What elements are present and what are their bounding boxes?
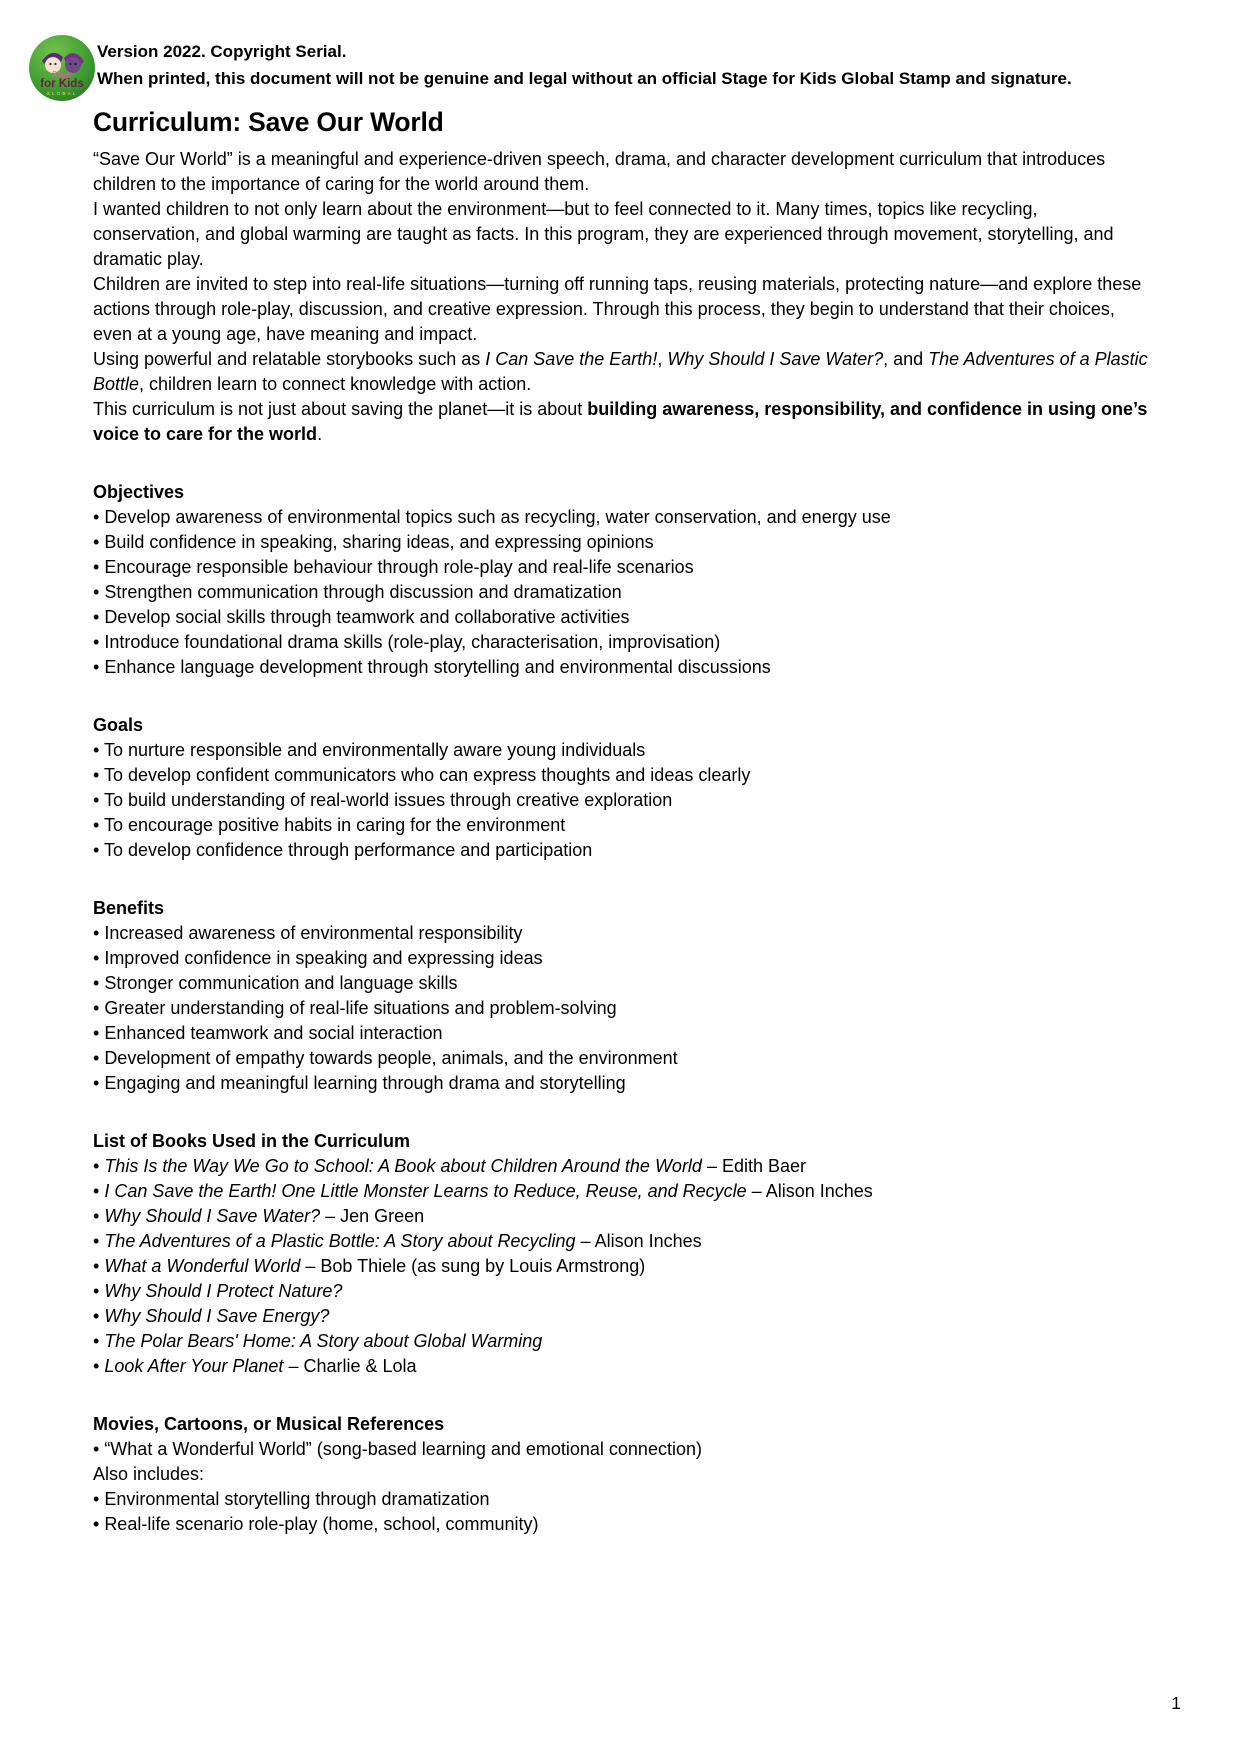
book-item xyxy=(93,1329,1149,1354)
book-author: – Alison Inches xyxy=(575,1231,702,1251)
benefit-item: • Improved confidence in speaking and expressing ideas xyxy=(93,946,1149,971)
book-author: – Charlie & Lola xyxy=(283,1356,417,1376)
goals-section xyxy=(93,713,1149,863)
book-title: The Polar Bears' Home: A Story about Global Warming xyxy=(104,1331,543,1351)
document-header xyxy=(28,34,1072,102)
book-title: What a Wonderful World xyxy=(104,1256,301,1276)
benefit-item: • Stronger communication and language skills xyxy=(93,971,1149,996)
book-title-inline: The Adventures of a Plastic Bottle xyxy=(93,349,1148,394)
books-list xyxy=(93,1154,1149,1379)
book-author: – Edith Baer xyxy=(701,1156,807,1176)
book-item xyxy=(93,1154,1149,1179)
goal-item: • To build understanding of real-world issues through creative exploration xyxy=(93,788,1149,813)
book-title: Why Should I Save Energy? xyxy=(104,1306,330,1326)
books-heading: List of Books Used in the Curriculum xyxy=(93,1131,411,1151)
book-title: Why Should I Save Water? xyxy=(104,1206,321,1226)
intro-paragraph-3: Children are invited to step into real-life situations—turning off running taps, reusing materials, protecting nature—and explore these actions through role-play, discussion, and creative expression. Through this process, they begin to understand that their choices, even at a young age, have meaning and impact. xyxy=(93,274,1142,344)
intro-paragraph-5: This curriculum is not just about saving the planet—it is about building awareness, responsibility, and confidence in using one’s voice to care for the world. xyxy=(93,399,1148,444)
book-item xyxy=(93,1354,1149,1379)
movie-item: • Environmental storytelling through dramatization xyxy=(93,1487,1149,1512)
intro-paragraph-1: “Save Our World” is a meaningful and experience-driven speech, drama, and character development curriculum that introduces children to the importance of caring for the world around them. xyxy=(93,149,1106,194)
objective-item: • Introduce foundational drama skills (role-play, characterisation, improvisation) xyxy=(93,630,1149,655)
movies-section xyxy=(93,1412,1149,1537)
benefit-item: • Development of empathy towards people, animals, and the environment xyxy=(93,1046,1149,1071)
objective-item: • Develop social skills through teamwork and collaborative activities xyxy=(93,605,1149,630)
book-item xyxy=(93,1204,1149,1229)
book-title: Why Should I Protect Nature? xyxy=(104,1281,343,1301)
book-title: Look After Your Planet xyxy=(104,1356,284,1376)
benefits-heading: Benefits xyxy=(93,898,165,918)
goals-list xyxy=(93,738,1149,863)
objective-item: • Encourage responsible behaviour through role-play and real-life scenarios xyxy=(93,555,1149,580)
benefit-item: • Enhanced teamwork and social interaction xyxy=(93,1021,1149,1046)
movie-item: • “What a Wonderful World” (song-based learning and emotional connection) xyxy=(93,1437,1149,1462)
movie-item: • Real-life scenario role-play (home, school, community) xyxy=(93,1512,1149,1537)
book-item xyxy=(93,1179,1149,1204)
objective-item: • Strengthen communication through discussion and dramatization xyxy=(93,580,1149,605)
intro-p5-bold-text: building awareness, responsibility, and confidence in using one’s voice to care for the world xyxy=(93,399,1148,444)
goal-item: • To develop confident communicators who can express thoughts and ideas clearly xyxy=(93,763,1149,788)
movies-heading: Movies, Cartoons, or Musical References xyxy=(93,1414,445,1434)
intro-paragraph-2: I wanted children to not only learn about the environment—but to feel connected to it. Many times, topics like recycling, conservation, and global warming are taught as facts. In this program, they are experienced through movement, storytelling, and dramatic play. xyxy=(93,199,1114,269)
goal-item: • To encourage positive habits in caring for the environment xyxy=(93,813,1149,838)
intro-p5-text: This curriculum is not just about saving the planet—it is about xyxy=(93,399,588,419)
intro-block xyxy=(93,147,1149,447)
objective-item: • Build confidence in speaking, sharing ideas, and expressing opinions xyxy=(93,530,1149,555)
benefit-item: • Increased awareness of environmental responsibility xyxy=(93,921,1149,946)
movies-list xyxy=(93,1437,1149,1537)
book-title-inline: I Can Save the Earth! xyxy=(485,349,658,369)
book-title-inline: Why Should I Save Water? xyxy=(667,349,884,369)
book-item xyxy=(93,1254,1149,1279)
objectives-list xyxy=(93,505,1149,680)
objective-item: • Enhance language development through storytelling and environmental discussions xyxy=(93,655,1149,680)
book-item xyxy=(93,1279,1149,1304)
book-author: – Alison Inches xyxy=(746,1181,873,1201)
also-includes-label: Also includes: xyxy=(93,1464,205,1484)
logo-text-for-kids: for Kids xyxy=(40,78,84,90)
intro-p4-text: Using powerful and relatable storybooks such as xyxy=(93,349,486,369)
goal-item: • To nurture responsible and environmentally aware young individuals xyxy=(93,738,1149,763)
objectives-section xyxy=(93,480,1149,680)
benefit-item: • Engaging and meaningful learning through drama and storytelling xyxy=(93,1071,1149,1096)
header-text-block xyxy=(97,34,1072,92)
books-section xyxy=(93,1129,1149,1379)
book-item xyxy=(93,1229,1149,1254)
book-item xyxy=(93,1304,1149,1329)
goal-item: • To develop confidence through performance and participation xyxy=(93,838,1149,863)
goals-heading: Goals xyxy=(93,715,144,735)
document-body xyxy=(93,104,1149,1537)
book-title: The Adventures of a Plastic Bottle: A Story about Recycling xyxy=(104,1231,576,1251)
benefits-list xyxy=(93,921,1149,1096)
intro-paragraph-4: Using powerful and relatable storybooks such as I Can Save the Earth!, Why Should I Save Water?, and The Adventures of a Plastic Bottle, children learn to connect knowledge with action. xyxy=(93,349,1148,394)
stage-for-kids-logo-icon xyxy=(28,34,96,102)
version-line: Version 2022. Copyright Serial. xyxy=(97,42,347,61)
page-title: Curriculum: Save Our World xyxy=(93,107,444,137)
benefits-section xyxy=(93,896,1149,1096)
book-title: This Is the Way We Go to School: A Book about Children Around the World xyxy=(104,1156,702,1176)
benefit-item: • Greater understanding of real-life situations and problem-solving xyxy=(93,996,1149,1021)
logo-text-global: GLOBAL xyxy=(46,91,78,96)
book-author: – Jen Green xyxy=(320,1206,425,1226)
book-title: I Can Save the Earth! One Little Monster Learns to Reduce, Reuse, and Recycle xyxy=(104,1181,747,1201)
page-number: 1 xyxy=(1171,1693,1181,1713)
disclaimer-line: When printed, this document will not be genuine and legal without an official Stage for Kids Global Stamp and signature. xyxy=(97,69,1072,88)
book-author: – Bob Thiele (as sung by Louis Armstrong) xyxy=(300,1256,646,1276)
objectives-heading: Objectives xyxy=(93,482,185,502)
objective-item: • Develop awareness of environmental topics such as recycling, water conservation, and energy use xyxy=(93,505,1149,530)
logo-text-stage: Stage xyxy=(51,70,73,79)
